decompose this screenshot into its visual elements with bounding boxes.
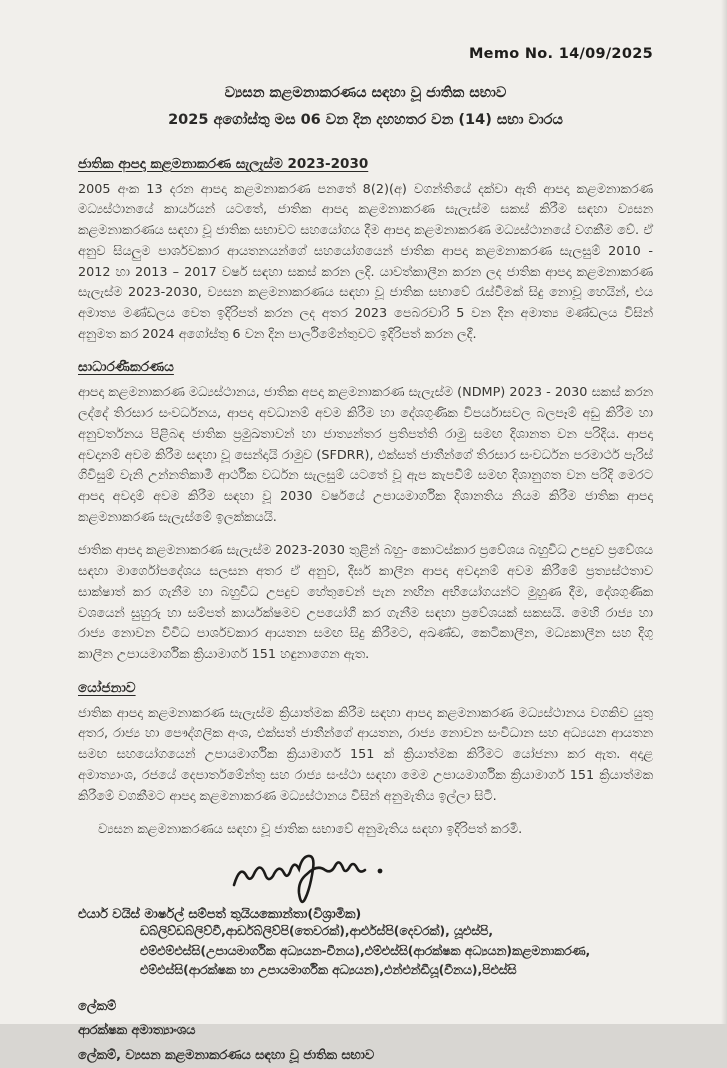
section-heading-national-plan: ජාතික ආපදා කළමනාකරණ සැලැස්ම 2023-2030: [78, 155, 369, 172]
signatory-name: එයාර් වයිස් මාර්ෂල් සම්පත් තුයියකොන්තා(විශ්‍රාමික): [78, 907, 362, 923]
paragraph-background: 2005 අංක 13 දරන ආපදා කළමනාකරණ පනතේ 8(2)(අ) වගන්තියේ දක්වා ඇති ආපදා කළමනාකරණ මධ්‍යස්ථානයේ කාර්යයන් යටතේ, ජාතික ආපදා කළමනාකරණ සැලැස්ම සකස් කිරීම සඳහා ව්‍යසන කළමනාකරණය සඳහා වූ ජාතික සභාවට සහයෝගය දීම ආපදා කළමනාකරණ මධ්‍යස්ථානයේ වගකීම වේ. ඒ අනුව සියලුම පාර්ශවකාර ආයතනයන්ගේ සහයෝගයෙන් ජාතික ආපදා කළමනාකරණ සැලසුම් 2010 - 2012 හා 2013 – 2017 වර්ෂ සඳහා සකස් කරන ලදි. යාවත්කාලීන කරන ලද ජාතික ආපදා කළමනාකරණ සැලැස්ම 2023-2030, ව්‍යසන කළමනාකරණය සඳහා වූ ජාතික සභාවේ රැස්වීමක් සිදු නොවූ හෙයින්, එය අමාත්‍ය මණ්ඩලය වෙත ඉදිරිපත් කරන ලද අතර 2023 පෙබරවාරි 5 වන දින අමාත්‍ය මණ්ඩලය විසින් අනුමත කර 2024 අගෝස්තු 6 වන දින පාර්ලිමේන්තුවට ඉදිරිපත් කරන ලදී.: [78, 181, 653, 342]
document-title: ව්‍යසන කළමනාකරණය සඳහා වූ ජාතික සභාව: [224, 85, 507, 101]
scan-edge-shadow: [721, 0, 727, 1024]
paragraph-proposal: ජාතික ආපදා කළමනාකරණ සැලැස්ම ක්‍රියාත්මක කිරීම සඳහා ආපදා කළමනාකරණ මධ්‍යස්ථානය වගකිව යුතු අතර, රාජ්‍ය හා පෞද්ගලික අංශ, එක්සත් ජාතීන්ගේ ආයතන, රාජ්‍ය නොවන සංවිධාන සහ අධ්‍යයන ආයතන සමඟ සහයෝගයෙන් උපායමාර්ගික ක්‍රියාමාර්ග 151 ක් ක්‍රියාත්මක කිරීමට යෝජනා කර ඇත. අදාළ අමාත්‍යාංශ, රජයේ දෙපාර්තමේන්තු සහ රාජ්‍ය සංස්ථා සඳහා මෙම උපායමාර්ගික ක්‍රියාමාර්ග 151 ක්‍රියාත්මක කිරීමේ වගකීමට ආපදා කළමනාකරණ මධ්‍යස්ථානය විසින් අනුමැතිය ඉල්ලා සිටී.: [78, 705, 653, 804]
signature-icon: [228, 847, 418, 905]
paragraph-justification-1: ආපදා කළමනාකරණ මධ්‍යස්ථානය, ජාතික අපදා කළමනාකරණ සැලැස්ම (NDMP) 2023 - 2030 සකස් කරන ලද්දේ තිරසාර සංවර්ධනය, ආපදා අවධානම් අවම කිරීම හා දේශගුණික විපර්යාසවල බලපෑම් අඩු කිරීම හා අනුවර්තනය පිළිබඳ ජාතික ප්‍රමුඛතාවන් හා ජාත්‍යන්තර ප්‍රතිපත්ති රාමු සමඟ දිශානත වන පරිදිය. ආපදා අවදානම් අවම කිරීම සඳහා වූ සෙන්දායි රාමුව (SFDRR), එක්සත් ජාතීන්ගේ තිරසාර සංවර්ධන පරමාර්ථ පැරිස් ගිවිසුම් වැනි උන්නතිකාමී ආර්ථික වර්ධන සැලසුම් යටතේ වූ ඇප කැපවීම් සමඟ දිශානුගත වන පරිදි මෙරට ආපදා අවදාම් අවම කිරීම සඳහා වූ 2030 වර්ෂයේ උපායමාර්ගික දිශානතිය නියම කිරීම ජාතික ආපදා කළමනාකරණ සැලැස්මේ ඉලක්කයයි.: [78, 385, 653, 525]
paragraph-justification-2: ජාතික ආපදා කළමනාකරණ සැලැස්ම 2023-2030 තුළින් බහු- කොටස්කාර ප්‍රවේශය බහුවිධ උපදුව ප්‍රවේශය සඳහා මාර්ගෝපදේශය සලසන අතර ඒ අනුව, දීර්ඝ කාලීන ආපදා අවදානම් අවම කිරීමේ ප්‍රත්‍යස්ථතාව සාක්ෂාත් කර ගැනීම හා බහුවිධ උපදුව හේතුවෙන් පැන නඟින අභියෝගයන්ට මුහුණ දීම, දේශගුණික වශයෙන් සුහුරු හා සම්පත් කාර්යක්ෂමව උපයෝගී කර ගැනීම සඳහා ප්‍රවේශයක් සකසයි. මෙහි රාජ්‍ය හා රාජ්‍ය නොවන විවිධ පාර්ශවකාර ආයතන සමඟ සිදු කිරීමට, අඛණ්ඩ, කෙටිකාලීන, මධ්‍යකාලීන සහ දිගු කාලීන උපායමාර්ගික ක්‍රියාමාර්ග 151 හඳුනාගෙන ඇත.: [78, 543, 653, 662]
signatory-honors-2: එම්එම්එස්සි(උපායමාර්ගික අධ්‍යයන-චීනය),එම්එස්සි(ආරක්ෂක අධ්‍යයන)කළමනාකරණ,: [140, 943, 591, 958]
signature-block: [78, 847, 653, 905]
footer-council-secretary: ලේකම්, ව්‍යසන කළමනාකරණය සඳහා වූ ජාතික සභාව: [78, 1047, 375, 1063]
memo-number: Memo No. 14/09/2025: [468, 46, 653, 62]
section-heading-proposal: යෝජනාව: [78, 679, 136, 696]
closing-statement: ව්‍යසන කළමනාකරණය සඳහා වූ ජාතික සභාවේ අනුමැතිය සඳහා ඉදිරිපත් කරමි.: [98, 822, 523, 838]
document-subtitle: 2025 අගෝස්තු මස 06 වන දින දහහතර වන (14) සභා වාරය: [168, 111, 563, 128]
section-heading-justification: සාධාරණීකරණය: [78, 359, 174, 376]
footer-ministry: ආරක්ෂක අමාත්‍යාංශය: [78, 1023, 196, 1039]
footer-block: [78, 995, 653, 1068]
document-title-block: [78, 80, 653, 134]
footer-secretary: ලේකම්: [78, 999, 117, 1015]
signatory-honors-3: එම්එස්සි(ආරක්ෂක හා උපායමාර්ගික අධ්‍යයන),එන්එන්ඩීයූ(චීනය),පිඑස්සි: [140, 963, 517, 978]
signatory-honors-1: ඩබ්ලිව්ඩබ්ලිව්වී,ආර්ඩබ්ලිව්පි(තෙවරක්),ආර්එස්පි(දෙවරක්), යූඑස්පි,: [140, 924, 494, 939]
